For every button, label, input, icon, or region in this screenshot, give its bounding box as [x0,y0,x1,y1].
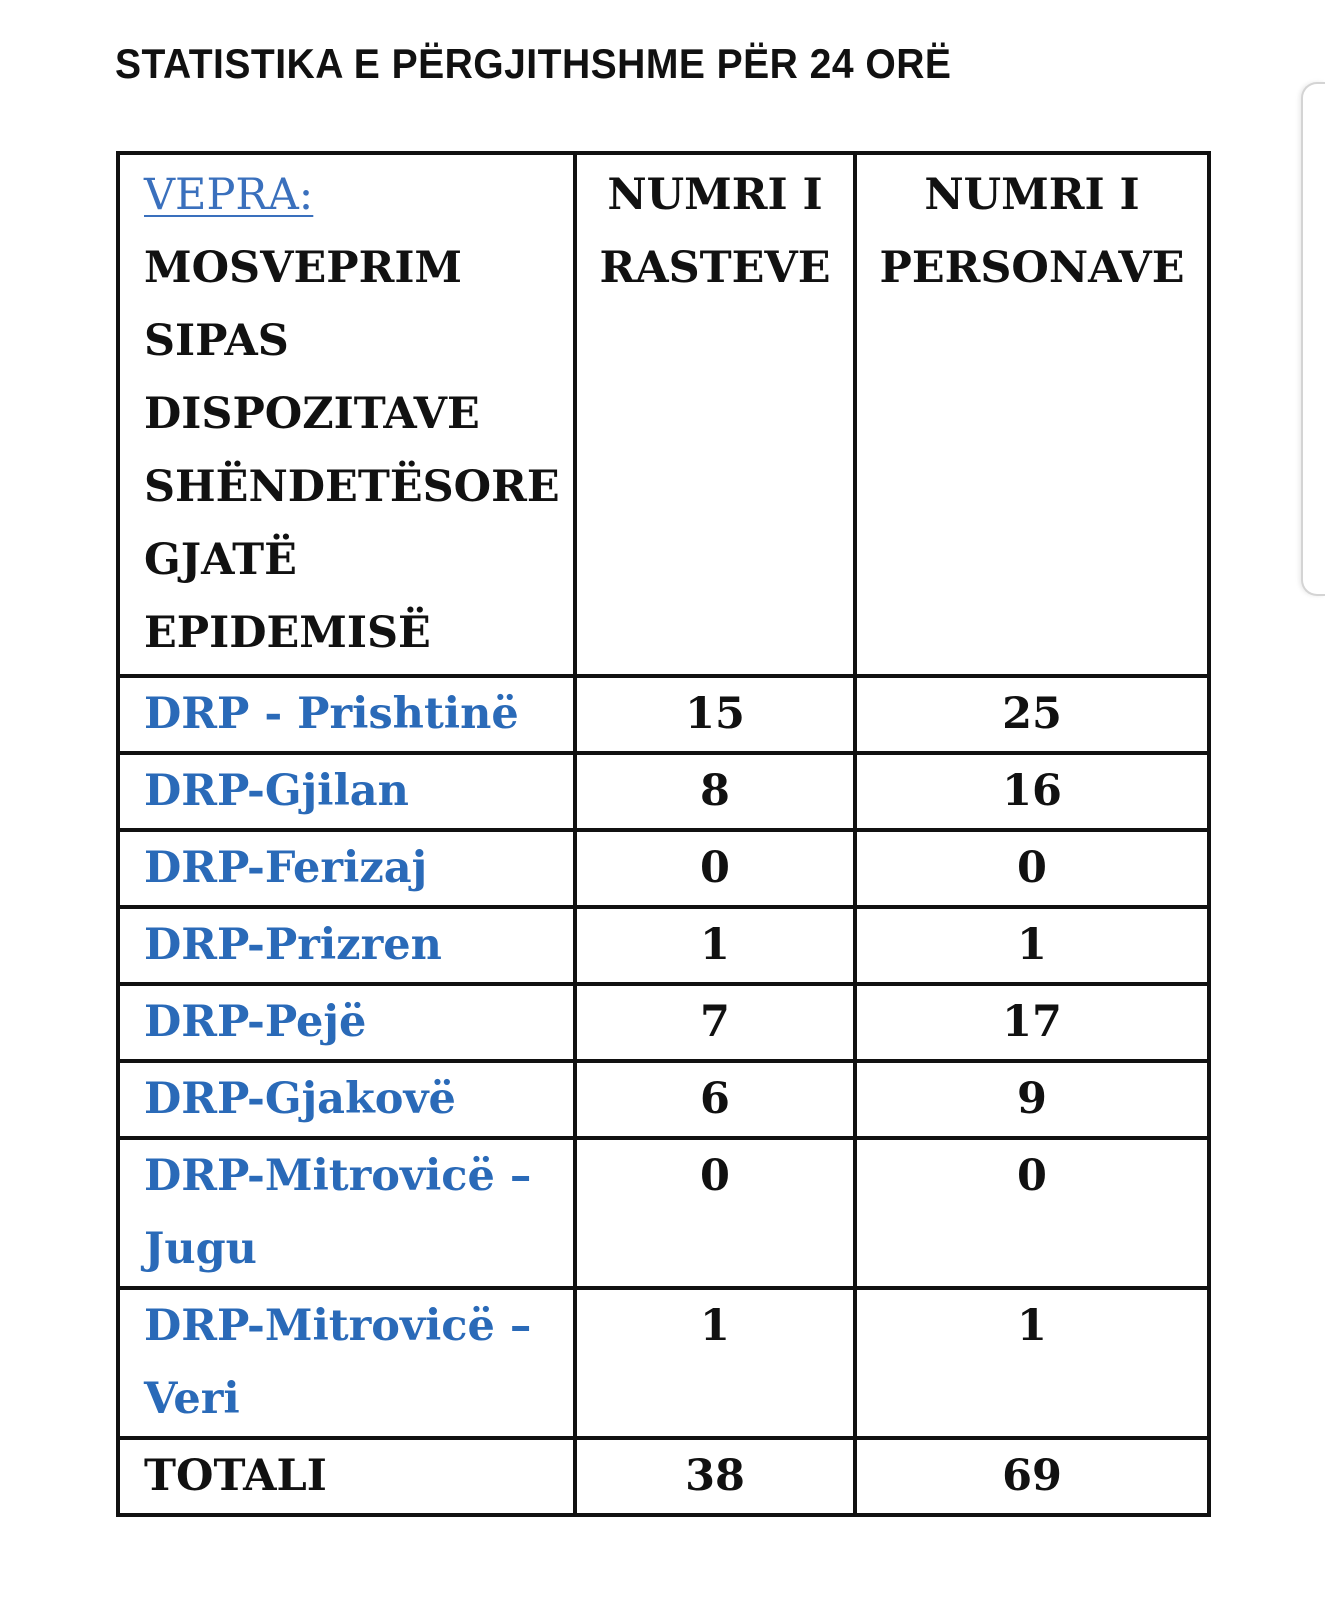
region-cell [118,907,575,984]
table-row [118,1061,1209,1138]
persons-cell: 1 [855,907,1209,984]
cases-cell: 8 [575,753,855,830]
region-label: DRP - Prishtinë [144,689,519,739]
offense-line: GJATË [144,535,297,585]
cases-cell: 6 [575,1061,855,1138]
table-row [118,1288,1209,1438]
total-label: TOTALI [118,1438,575,1515]
cases-cell: 7 [575,984,855,1061]
region-label: DRP-Mitrovicë – [144,1151,532,1201]
total-row [118,1438,1209,1515]
region-label: DRP-Gjilan [144,766,409,816]
region-cell [118,1288,575,1438]
table-row [118,1138,1209,1288]
region-cell [118,753,575,830]
persons-cell: 17 [855,984,1209,1061]
offense-line: DISPOZITAVE [144,389,480,439]
region-cell [118,830,575,907]
persons-cell: 0 [855,1138,1209,1288]
region-label: DRP-Ferizaj [144,843,428,893]
vepra-link[interactable]: VEPRA: [144,170,314,220]
persons-header-line: PERSONAVE [879,243,1185,293]
cases-cell: 1 [575,907,855,984]
table-row [118,907,1209,984]
persons-cell: 9 [855,1061,1209,1138]
table-row [118,676,1209,753]
page-title: STATISTIKA E PËRGJITHSHME PËR 24 ORË [115,40,952,87]
region-label: DRP-Mitrovicë – [144,1301,532,1351]
region-label-continued: Jugu [144,1224,257,1274]
cases-cell: 15 [575,676,855,753]
cases-cell: 0 [575,830,855,907]
header-cases-cell [575,153,855,676]
table-row [118,753,1209,830]
table-row [118,830,1209,907]
header-persons-cell [855,153,1209,676]
offense-line: MOSVEPRIM [144,243,463,293]
region-cell [118,1061,575,1138]
persons-cell: 25 [855,676,1209,753]
region-label-continued: Veri [144,1374,240,1424]
persons-cell: 1 [855,1288,1209,1438]
region-label: DRP-Gjakovë [144,1074,456,1124]
table-row [118,984,1209,1061]
header-offense-cell [118,153,575,676]
offense-line: SIPAS [144,316,289,366]
persons-cell: 0 [855,830,1209,907]
region-label: DRP-Pejë [144,997,367,1047]
statistics-table [116,151,1211,1517]
region-cell [118,1138,575,1288]
offense-line: EPIDEMISË [144,608,431,658]
scrollbar-thumb[interactable] [1301,82,1325,596]
cases-header-line: RASTEVE [599,243,831,293]
cases-cell: 0 [575,1138,855,1288]
persons-cell: 16 [855,753,1209,830]
total-cases: 38 [575,1438,855,1515]
region-cell [118,984,575,1061]
region-label: DRP-Prizren [144,920,442,970]
offense-line: SHËNDETËSORE [144,462,560,512]
total-persons: 69 [855,1438,1209,1515]
cases-header-line: NUMRI I [607,170,823,220]
region-cell [118,676,575,753]
persons-header-line: NUMRI I [924,170,1140,220]
table-header-row [118,153,1209,676]
cases-cell: 1 [575,1288,855,1438]
